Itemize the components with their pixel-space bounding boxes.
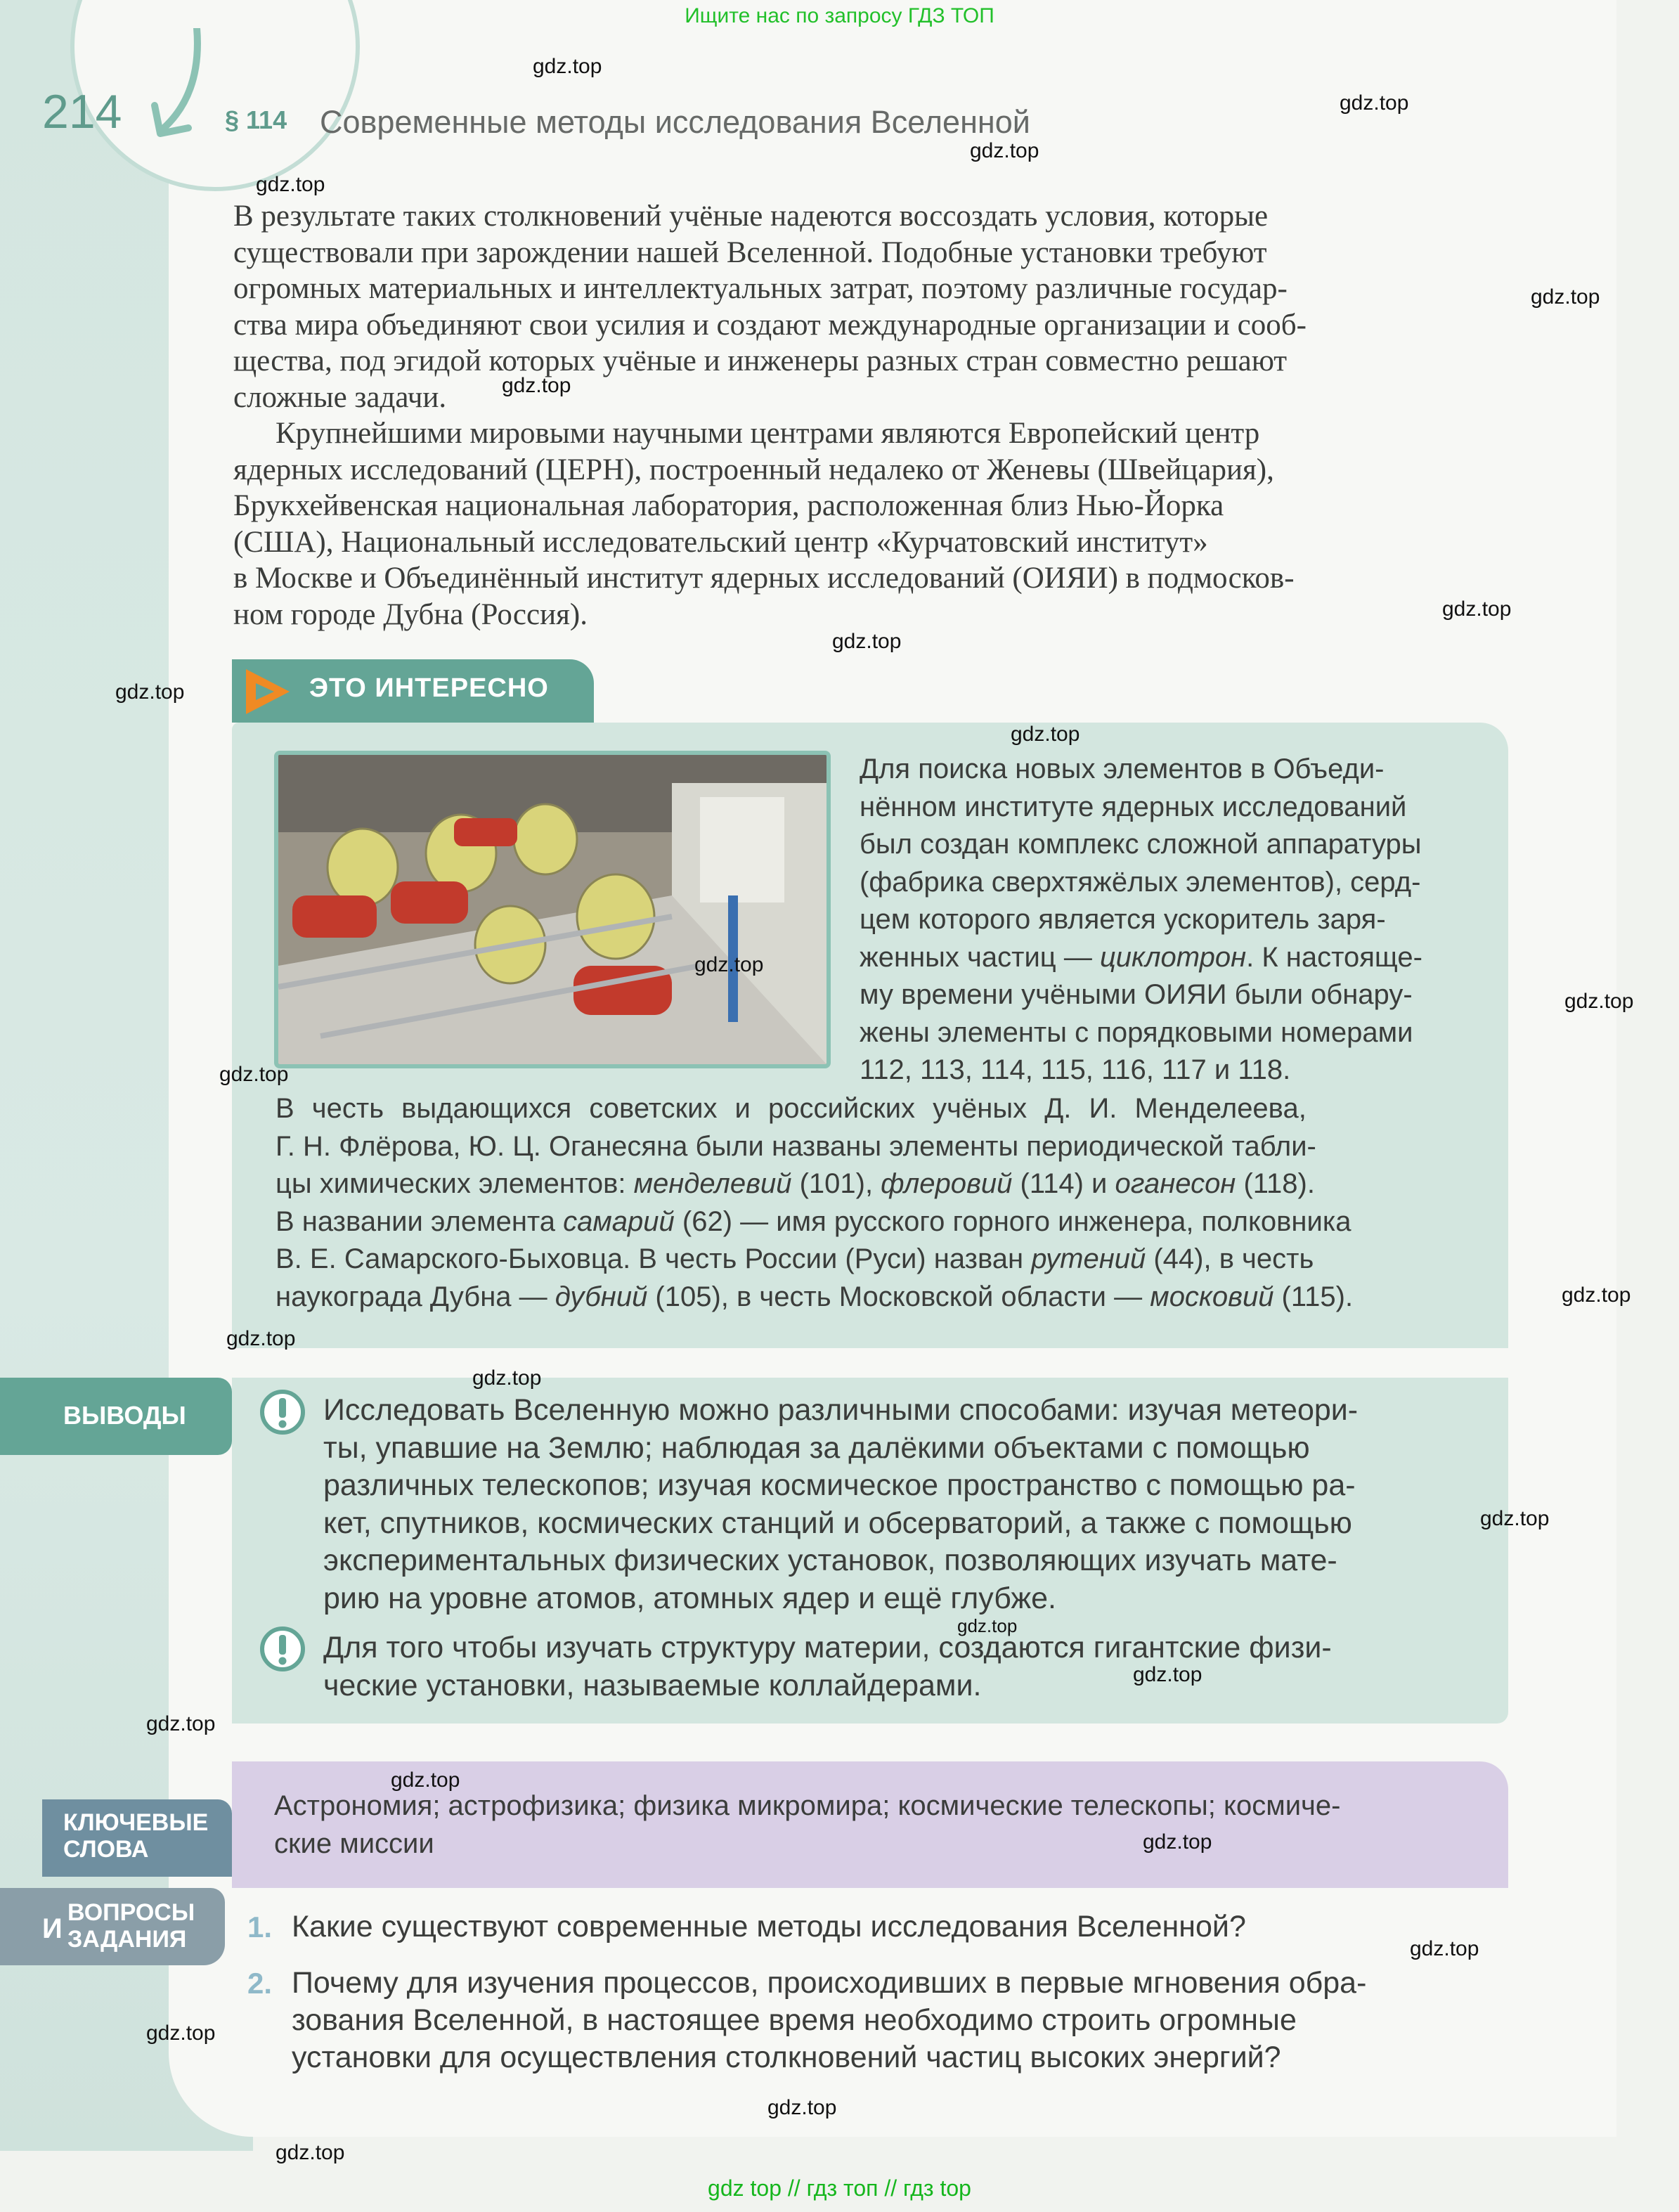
- body-text: [233, 198, 1511, 633]
- conclusion-line: экспериментальных физических установок, позволяющих изучать мате-: [323, 1544, 1337, 1577]
- keywords-line: ские миссии: [274, 1828, 434, 1859]
- conclusion-line: ческие установки, называемые коллайдерами.: [323, 1668, 982, 1702]
- page-number: 214: [42, 85, 122, 138]
- keywords-text: [274, 1787, 1483, 1863]
- watermark: gdz.top: [694, 953, 764, 976]
- questions-tab: [0, 1888, 225, 1965]
- top-banner[interactable]: Ищите нас по запросу ГДЗ ТОП: [685, 4, 994, 27]
- text-run: наукограда Дубна —: [275, 1281, 555, 1312]
- term-flerovium: флеровий: [881, 1168, 1013, 1199]
- text-run: (105), в честь Московской области —: [647, 1281, 1150, 1312]
- body-line: сложные задачи.: [233, 380, 447, 414]
- text-run: (101),: [791, 1168, 881, 1199]
- text-run: (115).: [1273, 1281, 1354, 1312]
- watermark: gdz.top: [1410, 1937, 1479, 1960]
- interesting-line: му времени учёными ОИЯИ были обнару-: [860, 979, 1413, 1010]
- watermark: gdz.top: [970, 139, 1039, 162]
- interesting-line: [275, 1203, 1470, 1241]
- term-mendelevium: менделевий: [633, 1168, 792, 1199]
- term-dubnium: дубний: [555, 1281, 648, 1312]
- interesting-line: нённом институте ядерных исследований: [860, 791, 1407, 822]
- interesting-line: (фабрика сверхтяжёлых элементов), серд-: [860, 866, 1421, 898]
- body-line: ства мира объединяют свои усилия и создают международные организации и сооб-: [233, 308, 1307, 342]
- conclusion-line: рию на уровне атомов, атомных ядер и ещё глубже.: [323, 1581, 1056, 1615]
- text-run: (44), в честь: [1146, 1243, 1314, 1274]
- watermark: gdz.top: [1442, 597, 1512, 621]
- exclamation-icon: [259, 1388, 306, 1436]
- conclusions-tab: [0, 1378, 232, 1455]
- text-run: женных частиц —: [860, 941, 1100, 973]
- interesting-line: [275, 1165, 1470, 1203]
- questions-label-line: ВОПРОСЫ: [67, 1899, 195, 1926]
- interesting-line: Г. Н. Флёрова, Ю. Ц. Оганесяна были названы элементы периодической табли-: [275, 1130, 1316, 1162]
- term-samarium: самарий: [563, 1205, 675, 1237]
- watermark: gdz.top: [146, 2022, 216, 2045]
- text-run: цы химических элементов:: [275, 1168, 634, 1199]
- watermark: gdz.top: [832, 630, 902, 653]
- interesting-line: [275, 1279, 1470, 1317]
- bottom-banner[interactable]: gdz top // гдз топ // гдз top: [708, 2175, 971, 2201]
- interesting-right-text: [860, 751, 1464, 1089]
- watermark: gdz.top: [226, 1327, 296, 1350]
- keywords-line: Астрономия; астрофизика; физика микромира; космические телескопы; космиче-: [274, 1790, 1341, 1821]
- text-run: (62) — имя русского горного инженера, полковника: [674, 1205, 1351, 1237]
- questions-label-line: ЗАДАНИЯ: [67, 1926, 187, 1953]
- question-number: 2.: [247, 1967, 273, 2000]
- body-line: щества, под эгидой которых учёные и инженеры разных стран совместно решают: [233, 344, 1288, 377]
- term-oganesson: оганесон: [1115, 1168, 1236, 1199]
- body-line: В результате таких столкновений учёные надеются воссоздать условия, которые: [233, 200, 1269, 233]
- watermark: gdz.top: [1340, 91, 1409, 115]
- watermark: gdz.top: [275, 2141, 345, 2164]
- term-ruthenium: рутений: [1031, 1243, 1146, 1274]
- body-line: (США), Национальный исследовательский центр «Курчатовский институт»: [233, 525, 1208, 559]
- term-cyclotron: циклотрон: [1099, 941, 1247, 973]
- term-moscovium: московий: [1150, 1281, 1274, 1312]
- watermark: gdz.top: [767, 2096, 837, 2119]
- body-line: огромных материальных и интеллектуальных затрат, поэтому различные государ-: [233, 272, 1288, 305]
- interesting-line: [860, 939, 1464, 977]
- question-number: 1.: [247, 1910, 273, 1943]
- conclusion-line: ты, упавшие на Землю; наблюдая за далёкими объектами с помощью: [323, 1430, 1310, 1465]
- question-text: [292, 1965, 1472, 2076]
- conclusion-line: Для того чтобы изучать структуру материи, создаются гигантские физи-: [323, 1631, 1332, 1664]
- exclamation-icon: [259, 1625, 306, 1673]
- conclusion-item-2: [323, 1629, 1476, 1705]
- curved-arrow-icon: [141, 28, 225, 148]
- body-line: в Москве и Объединённый институт ядерных исследований (ОИЯИ) в подмосков-: [233, 562, 1295, 595]
- text-run: В названии элемента: [275, 1205, 564, 1237]
- body-line: ном городе Дубна (Россия).: [233, 597, 588, 631]
- question-text: [292, 1908, 1246, 1946]
- watermark: gdz.top: [1143, 1830, 1212, 1854]
- watermark: gdz.top: [472, 1366, 542, 1390]
- conclusion-line: кет, спутников, космических станций и обсерваторий, а также с помощью: [323, 1506, 1352, 1540]
- watermark: gdz.top: [1562, 1283, 1631, 1307]
- watermark: gdz.top: [1011, 723, 1080, 746]
- watermark: gdz.top: [391, 1768, 460, 1792]
- watermark: gdz.top: [1531, 285, 1600, 309]
- watermark: gdz.top: [1564, 990, 1634, 1013]
- watermark: gdz.top: [1480, 1507, 1550, 1530]
- text-run: В. Е. Самарского-Быховца. В честь России (Руси) назван: [275, 1243, 1032, 1274]
- text-run: . К настояще-: [1246, 941, 1422, 973]
- questions-label-prefix: И: [42, 1913, 63, 1944]
- interesting-full-text: [275, 1090, 1470, 1316]
- watermark: gdz.top: [1133, 1663, 1202, 1686]
- conclusion-line: Исследовать Вселенную можно различными способами: изучая метеори-: [323, 1393, 1359, 1427]
- interesting-line: В честь выдающихся советских и российских учёных Д. И. Менделеева,: [275, 1093, 1307, 1124]
- body-line: Брукхейвенская национальная лаборатория, расположенная близ Нью-Йорка: [233, 489, 1224, 522]
- body-line: Крупнейшими мировыми научными центрами являются Европейский центр: [275, 417, 1260, 450]
- text-run: (114) и: [1012, 1168, 1115, 1199]
- watermark: gdz.top: [146, 1712, 216, 1735]
- question-line: Почему для изучения процессов, происходивших в первые мгновения обра-: [292, 1966, 1367, 2000]
- body-line: ядерных исследований (ЦЕРН), построенный недалеко от Женевы (Швейцария),: [233, 453, 1274, 486]
- interesting-logo-icon: [240, 665, 294, 718]
- question-line: зования Вселенной, в настоящее время необходимо строить огромные: [292, 2003, 1297, 2037]
- interesting-line: жены элементы с порядковыми номерами: [860, 1016, 1413, 1048]
- interesting-line: был создан комплекс сложной аппаратуры: [860, 829, 1422, 860]
- interesting-line: Для поиска новых элементов в Объеди-: [860, 753, 1385, 784]
- conclusions-label: ВЫВОДЫ: [63, 1401, 186, 1430]
- section-badge: § 114: [225, 105, 287, 134]
- interesting-line: [275, 1241, 1470, 1279]
- interesting-label: ЭТО ИНТЕРЕСНО: [309, 673, 549, 703]
- body-line: существовали при зарождении нашей Вселенной. Подобные установки требуют: [233, 235, 1267, 269]
- accelerator-photo: [274, 751, 831, 1068]
- text-run: (118).: [1236, 1168, 1315, 1199]
- watermark: gdz.top: [502, 374, 571, 397]
- watermark: gdz.top: [115, 680, 185, 704]
- watermark: gdz.top: [533, 55, 602, 78]
- conclusion-item-1: [323, 1392, 1476, 1617]
- question-line: установки для осуществления столкновений частиц высоких энергий?: [292, 2040, 1281, 2074]
- keywords-label-line: КЛЮЧЕВЫЕ: [63, 1809, 209, 1836]
- watermark: gdz.top: [957, 1615, 1018, 1636]
- keywords-tab: [42, 1799, 232, 1877]
- interesting-line: 112, 113, 114, 115, 116, 117 и 118.: [860, 1054, 1291, 1085]
- section-title: Современные методы исследования Вселенной: [320, 104, 1030, 140]
- question-line: Какие существуют современные методы исследования Вселенной?: [292, 1910, 1246, 1943]
- watermark: gdz.top: [219, 1063, 289, 1086]
- watermark: gdz.top: [256, 173, 325, 196]
- interesting-line: цем которого является ускоритель заря-: [860, 904, 1386, 935]
- keywords-label-line: СЛОВА: [63, 1836, 149, 1863]
- conclusion-line: различных телескопов; изучая космическое пространство с помощью ра-: [323, 1468, 1356, 1502]
